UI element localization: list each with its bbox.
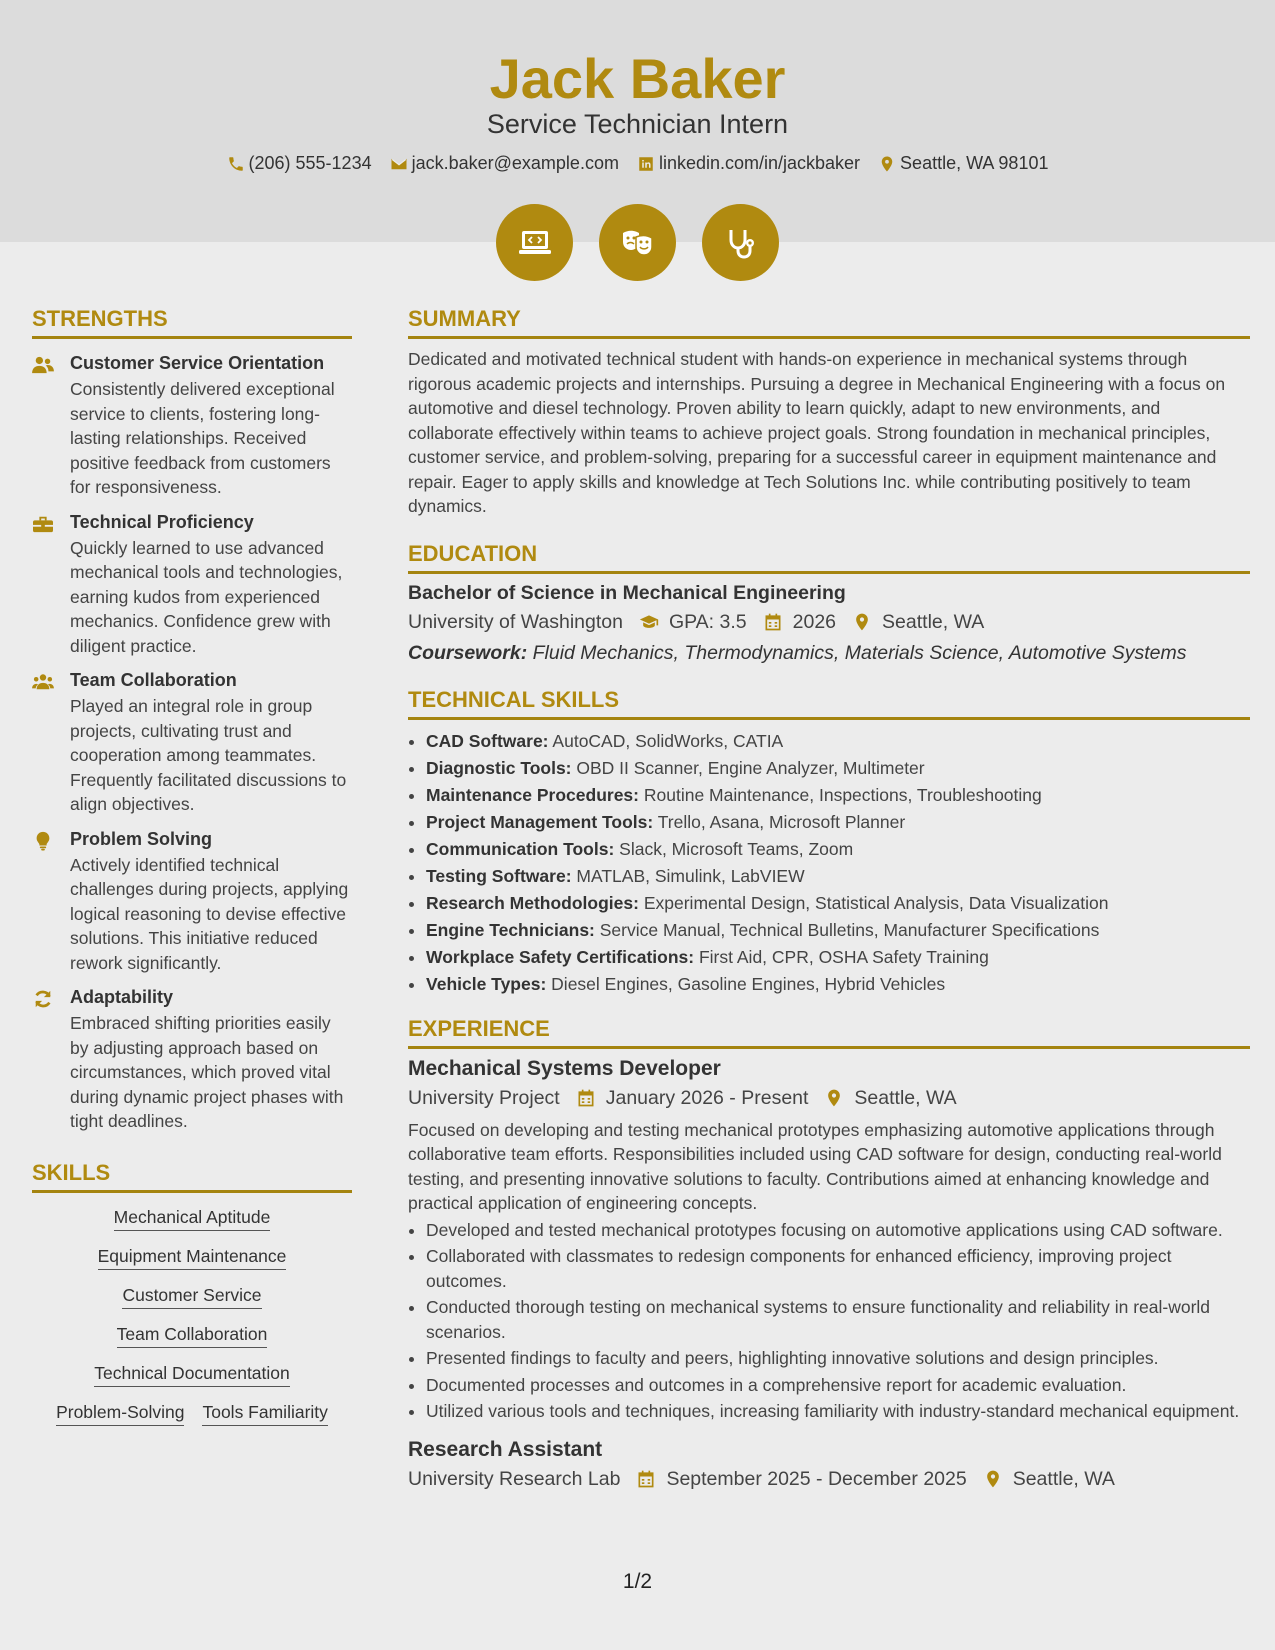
email-text: jack.baker@example.com <box>411 153 619 173</box>
list-item: • Project Management Tools: Trello, Asana, Microsoft Planner <box>426 809 1250 836</box>
job-location: Seattle, WA <box>1012 1467 1115 1490</box>
list-item: • Testing Software: MATLAB, Simulink, LabVIEW <box>426 863 1250 890</box>
list-item: • Conducted thorough testing on mechanical systems to ensure functionality and reliability in real-world scenarios. <box>426 1295 1250 1344</box>
strength-desc: Consistently delivered exceptional service to clients, fostering long-lasting relationships. Received positive feedback from customers for responsiveness. <box>70 379 335 497</box>
skill-tag: Technical Documentation <box>94 1363 290 1387</box>
toolbox-icon <box>32 514 54 534</box>
badge-laptop <box>496 204 573 281</box>
contact-phone[interactable] <box>227 153 372 174</box>
list-item: • Workplace Safety Certifications: First Aid, CPR, OSHA Safety Training <box>426 944 1250 971</box>
education-location: Seattle, WA <box>882 610 985 633</box>
degree: Bachelor of Science in Mechanical Engineering <box>408 581 846 604</box>
list-item: • Utilized various tools and techniques, increasing familiarity with industry-standard mechanical equipment. <box>426 1399 1250 1424</box>
coursework <box>408 642 1250 665</box>
job-description: Focused on developing and testing mechanical prototypes emphasizing automotive applications through collaborative team efforts. Responsibilities included using CAD software for design, conducting real-world testing, and presenting innovative solutions to faculty. Contributions aimed at enhancing knowledge and practical application of engineering concepts. <box>408 1119 1222 1213</box>
job-dates: January 2026 - Present <box>605 1086 809 1109</box>
list-item: • Vehicle Types: Diesel Engines, Gasoline Engines, Hybrid Vehicles <box>426 971 1250 998</box>
page-number: 1/2 <box>622 1570 653 1593</box>
strength-item <box>32 353 352 500</box>
list-item: • CAD Software: AutoCAD, SolidWorks, CATIA <box>426 728 1250 755</box>
interest-badges <box>0 204 1275 281</box>
skill-tag: Problem-Solving <box>56 1402 184 1426</box>
job-meta-1 <box>408 1087 1250 1110</box>
summary-text: Dedicated and motivated technical student with hands-on experience in mechanical systems through rigorous academic projects and internships. Pursuing a degree in Mechanical Engineering with a focus on automotive and diesel technology. Proven ability to learn quickly, adapt to new environments, and collaborate effectively within teams to achieve project goals. Strong foundation in mechanical principles, customer service, and problem-solving, preparing for a successful career in equipment maintenance and repair. Eager to apply skills and knowledge at Tech Solutions Inc. while contributing positively to team dynamics. <box>408 349 1226 516</box>
list-item: • Developed and tested mechanical prototypes focusing on automotive applications using CAD software. <box>426 1218 1250 1243</box>
strengths-heading: STRENGTHS <box>32 306 352 339</box>
list-item: • Documented processes and outcomes in a comprehensive report for academic evaluation. <box>426 1373 1250 1398</box>
strength-item <box>32 512 352 659</box>
job-org: University Research Lab <box>408 1467 621 1490</box>
job-title-1: Mechanical Systems Developer <box>408 1056 721 1080</box>
list-item: • Diagnostic Tools: OBD II Scanner, Engine Analyzer, Multimeter <box>426 755 1250 782</box>
school: University of Washington <box>408 610 623 633</box>
skill-tag: Mechanical Aptitude <box>114 1207 271 1231</box>
job-dates: September 2025 - December 2025 <box>666 1467 967 1490</box>
laptop-code-icon <box>515 223 555 263</box>
calendar-icon <box>636 1469 656 1489</box>
linkedin-icon <box>637 155 655 173</box>
grad-year: 2026 <box>792 610 837 633</box>
gpa: GPA: 3.5 <box>668 610 747 633</box>
contact-linkedin[interactable] <box>637 153 860 174</box>
list-item: • Collaborated with classmates to redesign components for enhanced efficiency, improving project outcomes. <box>426 1244 1250 1293</box>
calendar-icon <box>576 1088 596 1108</box>
phone-text: (206) 555-1234 <box>248 153 372 173</box>
strength-desc: Actively identified technical challenges during projects, applying logical reasoning to devise effective solutions. This initiative reduced rework significantly. <box>70 854 349 973</box>
sync-icon <box>32 989 54 1009</box>
contact-bar <box>0 153 1275 174</box>
strength-desc: Quickly learned to use advanced mechanical tools and technologies, earning kudos from experienced mechanics. Confidence grew with diligent practice. <box>70 537 343 656</box>
location-text: Seattle, WA 98101 <box>900 153 1049 173</box>
skill-tag: Customer Service <box>122 1285 261 1309</box>
lightbulb-icon <box>32 831 54 851</box>
strength-title: Adaptability <box>70 987 174 1007</box>
strength-item <box>32 670 352 817</box>
theater-masks-icon <box>618 223 658 263</box>
map-marker-icon <box>824 1088 844 1108</box>
job-bullets <box>408 1218 1250 1424</box>
contact-location <box>878 153 1048 174</box>
job-org: University Project <box>408 1086 560 1109</box>
list-item: • Engine Technicians: Service Manual, Technical Bulletins, Manufacturer Specifications <box>426 917 1250 944</box>
linkedin-text: linkedin.com/in/jackbaker <box>658 153 861 173</box>
strength-desc: Played an integral role in group projects, cultivating trust and cooperation among teammates. Frequently facilitated discussions to align objectives. <box>70 696 347 814</box>
calendar-icon <box>763 612 783 632</box>
job-meta-2 <box>408 1468 1250 1491</box>
technical-skills-list <box>408 728 1250 998</box>
strength-title: Problem Solving <box>70 828 213 849</box>
badge-masks <box>599 204 676 281</box>
skill-tag: Team Collaboration <box>117 1324 268 1348</box>
left-column <box>32 306 352 1441</box>
education-meta <box>408 611 1250 634</box>
list-item: • Maintenance Procedures: Routine Maintenance, Inspections, Troubleshooting <box>426 782 1250 809</box>
group-icon <box>32 672 54 692</box>
coursework-label: Coursework: <box>408 641 528 664</box>
strength-title: Technical Proficiency <box>70 511 254 532</box>
users-icon <box>32 355 54 375</box>
map-marker-icon <box>983 1469 1003 1489</box>
skill-tag: Equipment Maintenance <box>98 1246 287 1270</box>
skills-list <box>32 1207 352 1441</box>
map-marker-icon <box>852 612 872 632</box>
strength-item <box>32 829 352 976</box>
education-heading: EDUCATION <box>408 541 1250 574</box>
list-item: • Research Methodologies: Experimental Design, Statistical Analysis, Data Visualization <box>426 890 1250 917</box>
strength-title: Team Collaboration <box>70 670 237 690</box>
job-title: Service Technician Intern <box>486 109 789 139</box>
strength-desc: Embraced shifting priorities easily by adjusting approach based on circumstances, which proved vital during dynamic project phases with tight deadlines. <box>70 1013 344 1131</box>
contact-email[interactable] <box>390 153 619 174</box>
job-title-2: Research Assistant <box>408 1437 603 1461</box>
candidate-name: Jack Baker <box>489 47 786 110</box>
skill-tag: Tools Familiarity <box>202 1402 327 1426</box>
phone-icon <box>227 155 245 173</box>
graduation-cap-icon <box>639 612 659 632</box>
experience-heading: EXPERIENCE <box>408 1016 1250 1049</box>
summary-heading: SUMMARY <box>408 306 1250 339</box>
map-marker-icon <box>878 155 896 173</box>
strength-item <box>32 987 352 1134</box>
strength-title: Customer Service Orientation <box>70 353 325 373</box>
technical-skills-heading: TECHNICAL SKILLS <box>408 687 1250 720</box>
stethoscope-icon <box>721 223 761 263</box>
right-column <box>408 306 1250 1491</box>
list-item: • Presented findings to faculty and peers, highlighting innovative solutions and design principles. <box>426 1346 1250 1371</box>
coursework-list: Fluid Mechanics, Thermodynamics, Materials Science, Automotive Systems <box>532 641 1187 664</box>
job-location: Seattle, WA <box>854 1086 957 1109</box>
envelope-icon <box>390 155 408 173</box>
skills-heading: SKILLS <box>32 1160 352 1193</box>
badge-stethoscope <box>702 204 779 281</box>
list-item: • Communication Tools: Slack, Microsoft Teams, Zoom <box>426 836 1250 863</box>
